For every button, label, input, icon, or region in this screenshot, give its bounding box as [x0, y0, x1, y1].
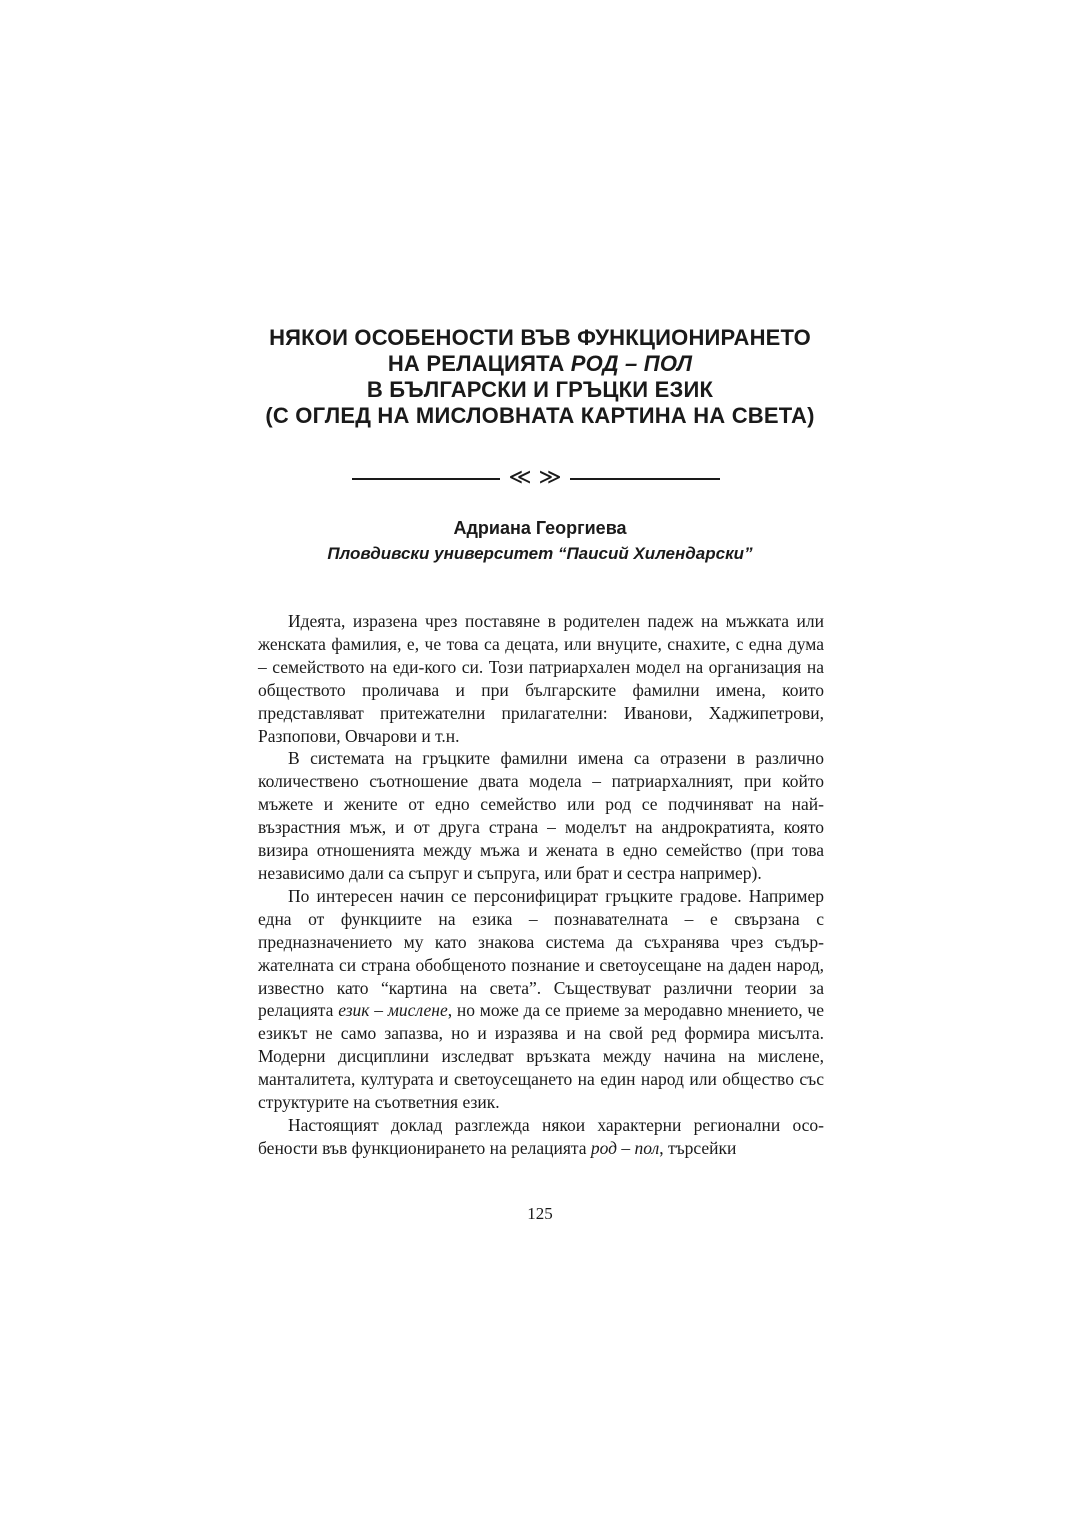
paragraph-1: Идеята, изразена чрез поставяне в родителен падеж на мъжката или женската фамилия, е, че това са децата, или внуците, снахите, с една дума – семейството на еди-кого си. Този патриархален модел на организация на обществото проличава и при българските фамилни имена, които представляват притежателни прилагателни: Иванови, Хаджипетрови, Разпопови, Овчарови и т.н.	[258, 611, 824, 746]
author-block	[0, 516, 1080, 566]
paragraph-3-italic-term: език – мислене	[338, 1000, 448, 1021]
paragraph-3	[258, 885, 824, 1114]
paragraph-4-italic-term: род – пол	[590, 1137, 660, 1158]
paragraph-4-text-b: , търсейки	[659, 1137, 737, 1158]
divider-rule-left	[352, 478, 500, 480]
author-affiliation: Пловдивски университет “Паисий Хилендарски”	[327, 544, 753, 563]
page-number: 125	[527, 1204, 553, 1223]
paragraph-2: В системата на гръцките фамилни имена са отразени в различно количествено съотношение двата модела – патриархалният, при който мъжете и жените от едно семейство или род се подчиняват на най-възрастния мъж, и от друга страна – моделът на андрократията, която визира отношенията между мъжа и жената в едно семейство (при това независимо дали са съпруг и съпруга, или брат и сестра например).	[258, 748, 824, 883]
title-line-3: В БЪЛГАРСКИ И ГРЪЦКИ ЕЗИК	[366, 377, 714, 402]
author-name: Адриана Георгиева	[453, 518, 627, 538]
paragraph-4	[258, 1114, 824, 1160]
paragraph-4-text-a: Настоящият доклад разглежда някои характерни регионални особености във функционирането на релацията	[258, 1114, 824, 1158]
title-line-2-prefix: НА РЕЛАЦИЯТА	[387, 351, 571, 376]
title-line-2-italic: РОД – ПОЛ	[570, 351, 693, 376]
title-line-2	[0, 351, 1080, 377]
divider-ornament: ≪ ≫	[508, 465, 562, 490]
title-divider	[352, 466, 720, 490]
article-body	[258, 610, 824, 1160]
title-line-4: (С ОГЛЕД НА МИСЛОВНАТА КАРТИНА НА СВЕТА)	[265, 403, 815, 428]
paragraph-3-text-a: По интересен начин се персонифицират гръцките градове. Например една от функциите на езика – познавателната – е свързана с предназначението му като знакова система да съхранява чрез съдържателната си страна обобщеното познание и светоусещане на даден народ, известно като “картина на света”. Съществуват различни теории за релацията	[258, 885, 824, 1021]
article-title	[0, 325, 1080, 429]
paragraph-3-text-b: , но може да се приеме за меродавно мнението, че езикът не само запазва, но и изразява и на свой ред формира мисълта. Модерни дисциплини изследват връзката между начина на мислене, манталитета, културата и светоусещането на един народ или общество със структурите на съответния език.	[258, 1000, 824, 1113]
divider-rule-right	[570, 478, 720, 480]
title-line-1: НЯКОИ ОСОБЕНОСТИ ВЪВ ФУНКЦИОНИРАНЕТО	[269, 325, 811, 350]
